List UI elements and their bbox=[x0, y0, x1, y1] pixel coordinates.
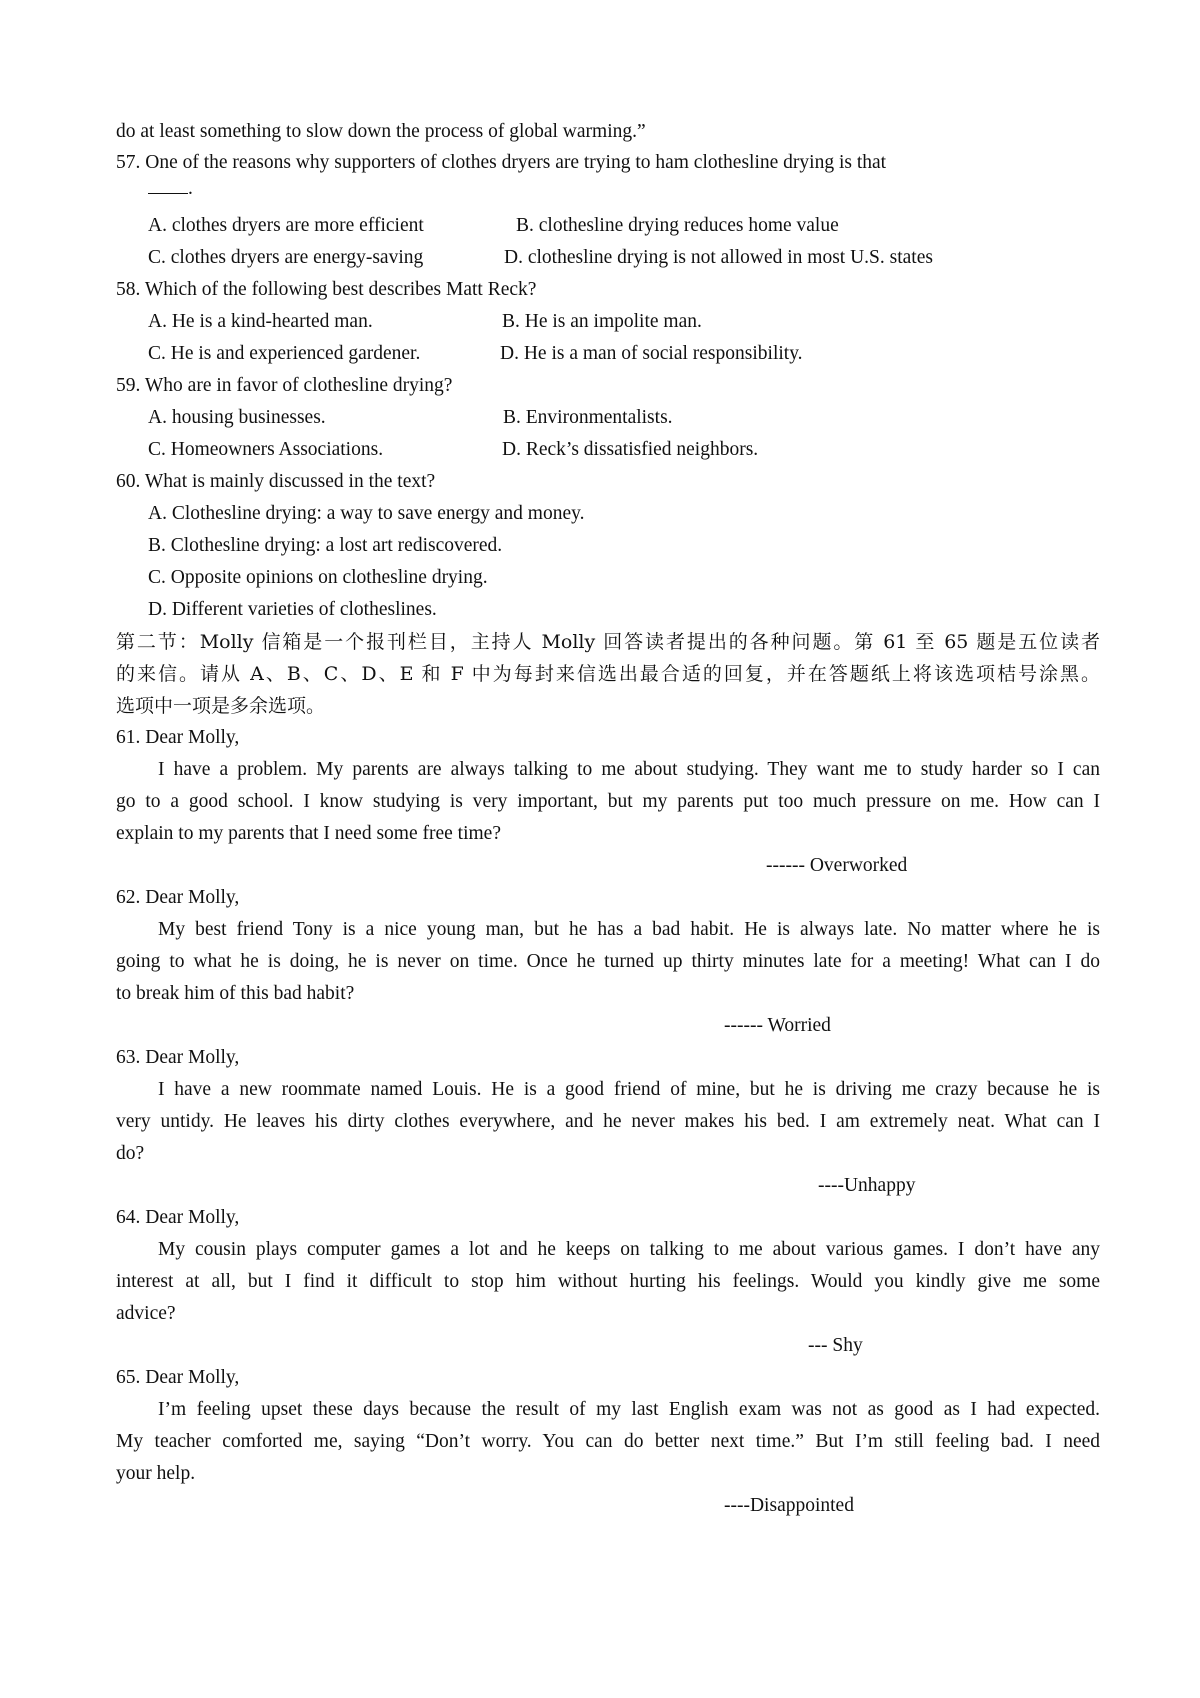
q57-blank bbox=[148, 177, 193, 201]
q58-stem: 58. Which of the following best describes Matt Reck? bbox=[116, 279, 537, 300]
q59-option-a: A. housing businesses. bbox=[148, 407, 326, 428]
letter-65-line3: your help. bbox=[116, 1463, 196, 1484]
q59-stem: 59. Who are in favor of clothesline drying? bbox=[116, 375, 453, 396]
letter-62-greeting: 62. Dear Molly, bbox=[116, 887, 240, 908]
letter-62-line1: My best friend Tony is a nice young man, but he has a bad habit. He is always late. No matter where he is bbox=[158, 919, 1100, 940]
letter-63-line2: very untidy. He leaves his dirty clothes everywhere, and he never makes his bed. I am extremely neat. What can I bbox=[116, 1111, 1100, 1132]
letter-62-line3: to break him of this bad habit? bbox=[116, 983, 355, 1004]
letter-63-line1: I have a new roommate named Louis. He is a good friend of mine, but he is driving me crazy because he is bbox=[158, 1079, 1100, 1100]
q60-stem: 60. What is mainly discussed in the text? bbox=[116, 471, 436, 492]
letter-65-line1: I’m feeling upset these days because the result of my last English exam was not as good as I had expected. bbox=[158, 1399, 1100, 1420]
letter-63-line3: do? bbox=[116, 1143, 145, 1164]
q58-option-d: D. He is a man of social responsibility. bbox=[500, 343, 803, 364]
q58-option-c: C. He is and experienced gardener. bbox=[148, 343, 421, 364]
letter-64-line3: advice? bbox=[116, 1303, 176, 1324]
q59-option-c: C. Homeowners Associations. bbox=[148, 439, 384, 460]
letter-64-line1: My cousin plays computer games a lot and he keeps on talking to me about various games. I don’t have any bbox=[158, 1239, 1100, 1260]
q58-option-a: A. He is a kind-hearted man. bbox=[148, 311, 373, 332]
q57-option-c: C. clothes dryers are energy-saving bbox=[148, 247, 424, 268]
q57-option-b: B. clothesline drying reduces home value bbox=[516, 215, 839, 236]
q58-option-b: B. He is an impolite man. bbox=[502, 311, 702, 332]
letter-62-signature: ------ Worried bbox=[724, 1015, 831, 1036]
passage-tail: do at least something to slow down the process of global warming.” bbox=[116, 121, 646, 142]
section2-instructions-line1: 第二节：Molly 信箱是一个报刊栏目，主持人 Molly 回答读者提出的各种问题。第 61 至 65 题是五位读者 bbox=[116, 631, 1100, 653]
letter-61-greeting: 61. Dear Molly, bbox=[116, 727, 240, 748]
q57-blank-tail: . bbox=[188, 178, 193, 199]
letter-64-greeting: 64. Dear Molly, bbox=[116, 1207, 240, 1228]
q57-stem: 57. One of the reasons why supporters of clothes dryers are trying to ham clothesline drying is that bbox=[116, 152, 887, 173]
section2-instructions-line3: 选项中一项是多余选项。 bbox=[116, 695, 326, 717]
letter-65-greeting: 65. Dear Molly, bbox=[116, 1367, 240, 1388]
q60-option-c: C. Opposite opinions on clothesline drying. bbox=[148, 567, 488, 588]
q59-option-b: B. Environmentalists. bbox=[503, 407, 673, 428]
letter-62-line2: going to what he is doing, he is never on time. Once he turned up thirty minutes late for a meeting! What can I do bbox=[116, 951, 1100, 972]
section2-instructions-line2: 的来信。请从 A、B、C、D、E 和 F 中为每封来信选出最合适的回复，并在答题纸上将该选项桔号涂黑。 bbox=[116, 663, 1100, 685]
q57-option-a: A. clothes dryers are more efficient bbox=[148, 215, 424, 236]
letter-64-signature: --- Shy bbox=[808, 1335, 863, 1356]
q60-option-d: D. Different varieties of clotheslines. bbox=[148, 599, 437, 620]
letter-61-line2: go to a good school. I know studying is very important, but my parents put too much pressure on me. How can I bbox=[116, 791, 1100, 812]
letter-63-signature: ----Unhappy bbox=[818, 1175, 916, 1196]
letter-65-line2: My teacher comforted me, saying “Don’t worry. You can do better next time.” But I’m still feeling bad. I need bbox=[116, 1431, 1100, 1452]
answer-blank bbox=[148, 179, 188, 194]
q60-option-b: B. Clothesline drying: a lost art rediscovered. bbox=[148, 535, 503, 556]
letter-63-greeting: 63. Dear Molly, bbox=[116, 1047, 240, 1068]
letter-61-signature: ------ Overworked bbox=[766, 855, 908, 876]
letter-65-signature: ----Disappointed bbox=[724, 1495, 854, 1516]
letter-64-line2: interest at all, but I find it difficult to stop him without hurting his feelings. Would you kindly give me some bbox=[116, 1271, 1100, 1292]
letter-61-line3: explain to my parents that I need some free time? bbox=[116, 823, 501, 844]
letter-61-line1: I have a problem. My parents are always talking to me about studying. They want me to study harder so I can bbox=[158, 759, 1100, 780]
q59-option-d: D. Reck’s dissatisfied neighbors. bbox=[502, 439, 759, 460]
q60-option-a: A. Clothesline drying: a way to save energy and money. bbox=[148, 503, 585, 524]
q57-option-d: D. clothesline drying is not allowed in most U.S. states bbox=[504, 247, 933, 268]
